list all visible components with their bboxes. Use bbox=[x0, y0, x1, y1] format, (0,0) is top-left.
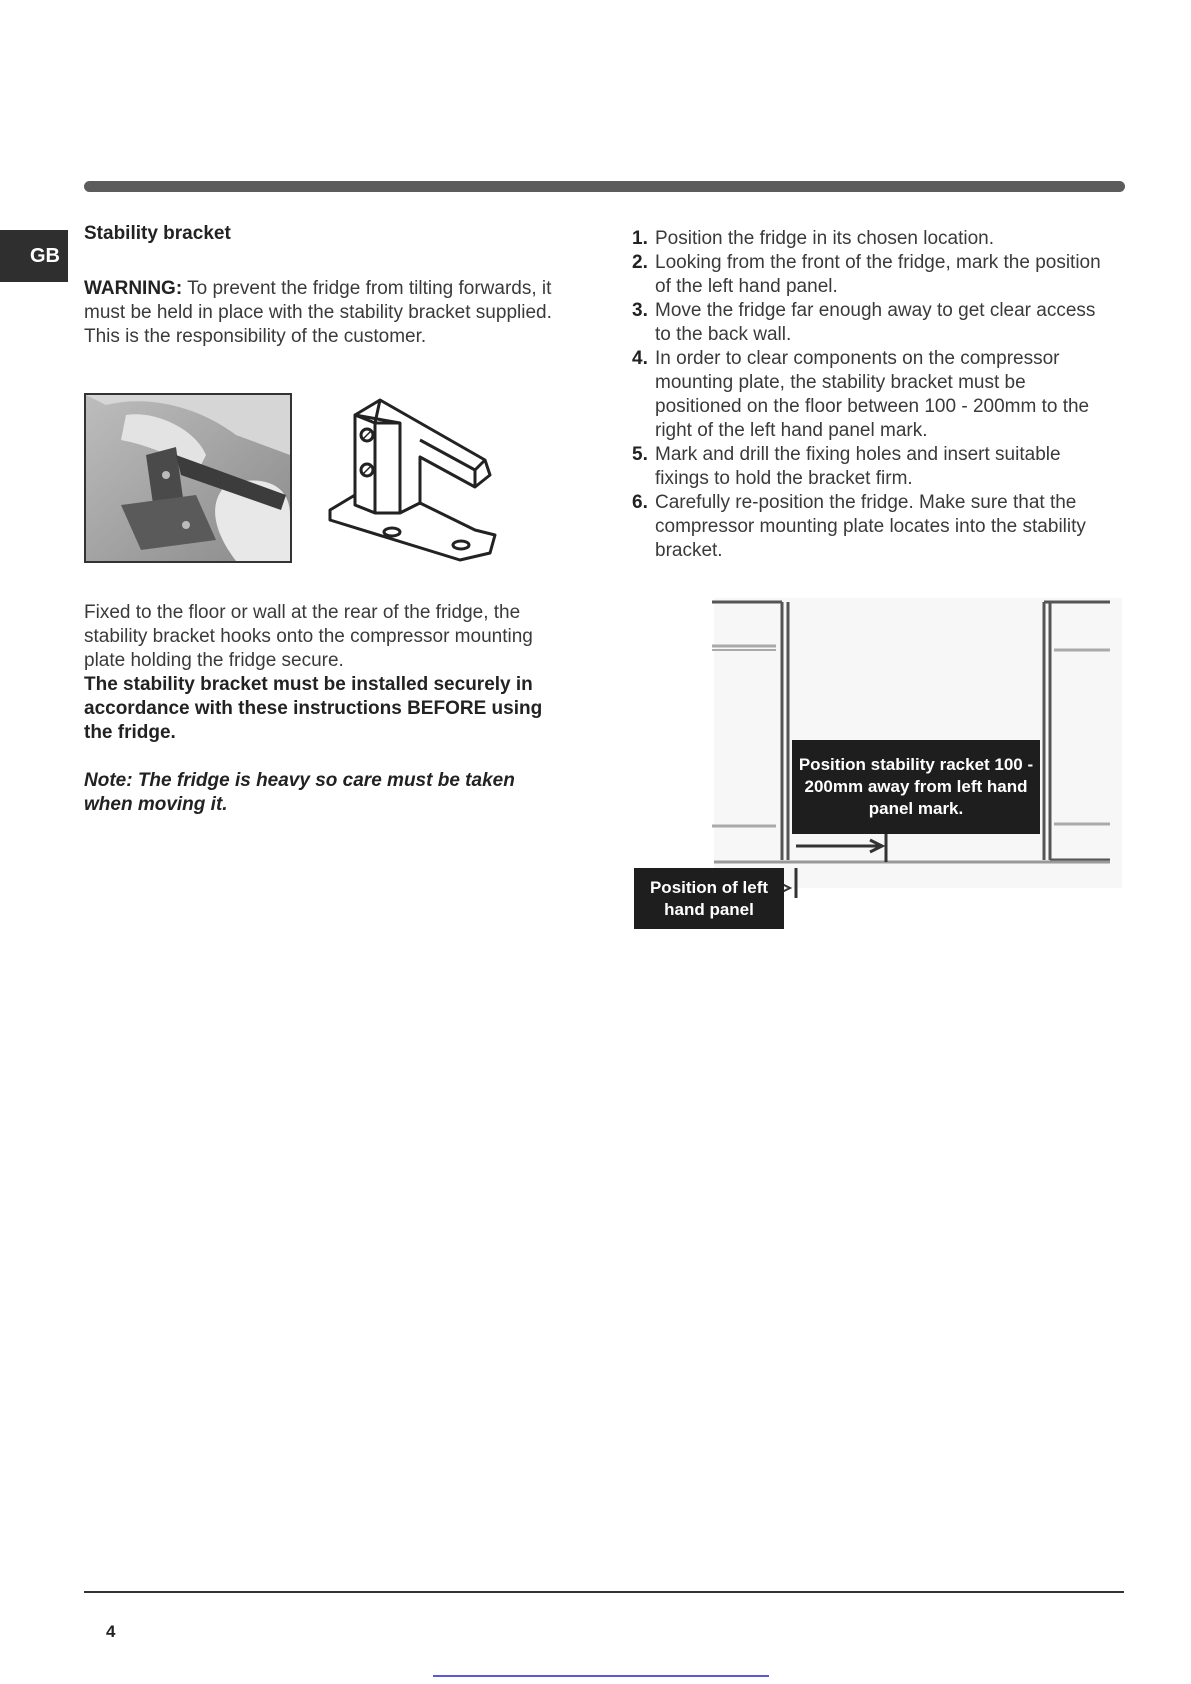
install-warning: The stability bracket must be installed securely in accordance with these instructions BEFORE using the fridge. bbox=[84, 674, 543, 743]
step-number: 5. bbox=[632, 444, 648, 465]
fixed-text: Fixed to the floor or wall at the rear of the fridge, the stability bracket hooks onto the compressor mounting plate holding the fridge secure. bbox=[84, 602, 533, 671]
header-rule bbox=[84, 181, 1125, 192]
section-heading: Stability bracket bbox=[84, 223, 231, 244]
responsibility-text: This is the responsibility of the customer. bbox=[84, 326, 427, 347]
list-item bbox=[632, 491, 1112, 563]
steps-list bbox=[632, 227, 1112, 563]
step-text: Carefully re-position the fridge. Make sure that the compressor mounting plate locates into the stability bracket. bbox=[655, 492, 1086, 561]
step-number: 1. bbox=[632, 228, 648, 249]
page-number: 4 bbox=[106, 1622, 116, 1641]
list-item bbox=[632, 299, 1112, 347]
step-text: Move the fridge far enough away to get clear access to the back wall. bbox=[655, 300, 1096, 345]
language-tab: GB bbox=[0, 230, 68, 282]
warning-text: To prevent the fridge from tilting forwards, it must be held in place with the stability bracket supplied. bbox=[84, 278, 552, 323]
bracket-photo bbox=[84, 393, 292, 563]
step-number: 6. bbox=[632, 492, 648, 513]
bracket-drawing bbox=[325, 395, 515, 570]
step-number: 3. bbox=[632, 300, 648, 321]
step-text: In order to clear components on the compressor mounting plate, the stability bracket must be positioned on the floor between 100 - 200mm to the right of the left hand panel mark. bbox=[655, 348, 1090, 441]
list-item bbox=[632, 227, 1112, 251]
step-number: 2. bbox=[632, 252, 648, 273]
stability-position-label: Position stability racket 100 - 200mm away from left hand panel mark. bbox=[792, 740, 1040, 834]
step-text: Mark and drill the fixing holes and insert suitable fixings to hold the bracket firm. bbox=[655, 444, 1061, 489]
list-item bbox=[632, 347, 1112, 443]
step-number: 4. bbox=[632, 348, 648, 369]
list-item bbox=[632, 443, 1112, 491]
bracket-description bbox=[84, 601, 564, 745]
list-item bbox=[632, 251, 1112, 299]
warning-paragraph bbox=[84, 277, 564, 349]
note-text: Note: The fridge is heavy so care must be taken when moving it. bbox=[84, 770, 515, 815]
link-underline bbox=[433, 1675, 769, 1677]
footer-rule bbox=[84, 1591, 1124, 1593]
warning-label: WARNING: bbox=[84, 278, 183, 299]
left-panel-label: Position of left hand panel bbox=[634, 868, 784, 929]
step-text: Looking from the front of the fridge, mark the position of the left hand panel. bbox=[655, 252, 1101, 297]
step-text: Position the fridge in its chosen location. bbox=[655, 228, 995, 249]
